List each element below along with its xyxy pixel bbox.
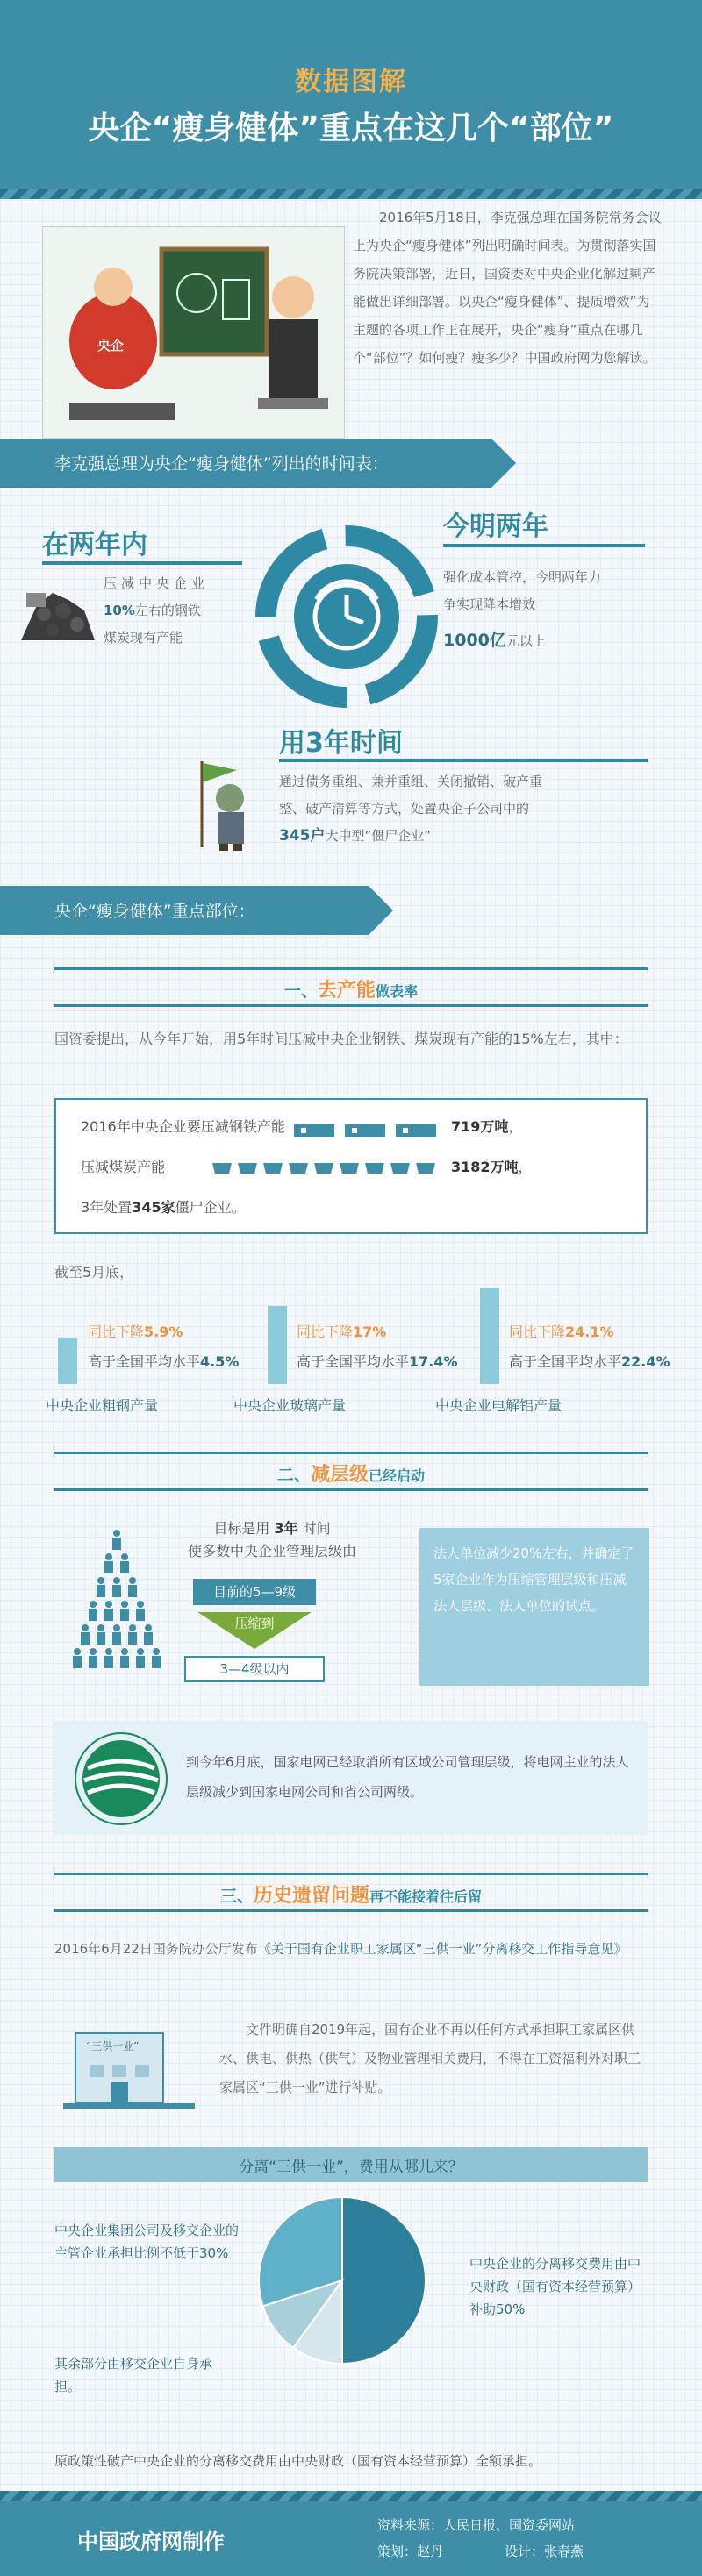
stat3-yoy [509, 1321, 614, 1341]
footer-brand: 中国政府网制作 [77, 2530, 225, 2554]
part1-paragraph: 国资委提出，从今年开始，用5年时间压减中央企业钢铁、煤炭现有产能的15%左右，其中： [54, 1031, 628, 1047]
goal-num: 3年 [274, 1520, 298, 1537]
block3-line-b: 整、破产清算等方式，处置央企子公司中的 [279, 801, 530, 817]
funding-pie [254, 2193, 430, 2368]
intro-text: 2016年5月18日，李克强总理在国务院常务会议上为央企“瘦身健体”列出明确时间表。为贯彻落实国务院决策部署，近日，国资委对中央企业化解过剩产能做出详细部署。以央企“瘦身健体”、提质增效”为主题的各项工作正在展开，央企“瘦身”重点在哪几个“部位”？如何瘦？瘦多少？中国政府网为您解读。 [353, 210, 662, 366]
person-icon [128, 1577, 137, 1597]
block1-title: 在两年内 [42, 530, 147, 560]
stat1-label: 中央企业粗钢产量 [46, 1397, 159, 1414]
person-icon [112, 1624, 121, 1645]
asof-label: 截至5月底， [54, 1264, 134, 1281]
block2-num: 1000亿 [443, 631, 506, 650]
box-line2-num: 3182万吨 [451, 1159, 519, 1175]
box-line2-value [451, 1152, 533, 1182]
footer-stripe [0, 2491, 702, 2501]
part1-prefix: 一、 [283, 981, 318, 1001]
part2-big: 减层级 [310, 1464, 369, 1486]
doc-title: 《关于国有企业职工家属区“三供一业”分离移交工作指导意见》 [257, 1941, 627, 1957]
footer-designer: 设计：张春燕 [505, 2544, 584, 2559]
part2-prefix: 二、 [276, 1466, 311, 1485]
part2-right-panel [419, 1528, 649, 1686]
block2-line-b: 争实现降本增效 [443, 596, 536, 612]
target-levels: 3—4级以内 [184, 1656, 325, 1682]
person-icon [104, 1553, 113, 1573]
part2-heading [54, 1452, 648, 1491]
box-line1-tail: ， [508, 1118, 523, 1135]
box-line2-tail: ， [518, 1159, 533, 1175]
block3-num: 345户 [279, 827, 326, 845]
person-icon [144, 1624, 153, 1645]
block2-line-a: 强化成本管控，今明两年力 [443, 569, 602, 585]
block2-text [443, 564, 654, 655]
coal-pile-icon [18, 575, 98, 644]
box-line3-tail: 僵尸企业。 [175, 1199, 246, 1216]
block2-line-c [443, 627, 654, 655]
stat2-avg-val: 17.4% [409, 1353, 458, 1370]
stat2-yoy [297, 1321, 386, 1341]
part1-box [54, 1098, 648, 1234]
stat3-avg-pre: 高于全国平均水平 [509, 1353, 622, 1370]
steel-icons [294, 1119, 443, 1133]
part3-big: 历史遗留问题 [253, 1885, 369, 1907]
current-levels: 目前的5—9级 [193, 1579, 316, 1605]
section2-banner-text: 央企“瘦身健体”重点部位： [54, 902, 255, 921]
part2-goal-line2: 使多数中央企业管理层级由 [187, 1543, 356, 1559]
stat2-yoy-pre: 同比下降 [297, 1324, 354, 1340]
section2-banner [0, 886, 702, 935]
stat1-avg-pre: 高于全国平均水平 [88, 1353, 201, 1370]
person-icon [136, 1601, 145, 1621]
part3-small: 再不能接着往后留 [369, 1888, 483, 1905]
state-grid-panel [54, 1721, 648, 1835]
state-grid-logo-icon [70, 1728, 172, 1830]
stat1-yoy-val: 5.9% [144, 1324, 183, 1340]
part1-big: 去产能 [317, 980, 376, 1002]
stat3-avg-val: 22.4% [621, 1353, 670, 1370]
section1-banner-text: 李克强总理为央企“瘦身健体”列出的时间表： [54, 454, 389, 474]
doc-pre: 2016年6月22日国务院办公厅发布 [54, 1941, 258, 1957]
person-icon [112, 1530, 121, 1550]
block1-line-c: 煤炭现有产能 [104, 630, 183, 646]
box-line3-pre: 3年处置 [81, 1199, 133, 1216]
box-line1-value [451, 1112, 522, 1142]
part3-prefix: 三、 [219, 1887, 254, 1906]
box-line1 [81, 1112, 642, 1142]
pie-label-30: 中央企业集团公司及移交企业的主管企业承担比例不低于30% [54, 2223, 240, 2261]
part2-right-text: 法人单位减少20%左右，并确定了5家企业作为压缩管理层级和压减法人层级、法人单位的试点。 [433, 1545, 634, 1614]
zombie-flag-icon [176, 756, 270, 853]
person-icon [104, 1648, 113, 1668]
block1-line-b [104, 597, 253, 624]
stat2-avg [297, 1351, 458, 1371]
footer-planner: 策划：赵丹 [377, 2544, 444, 2559]
building-label: “三供一业” [86, 2040, 140, 2052]
block1-line-a: 压减中央企业 [104, 575, 210, 591]
box-line2 [81, 1152, 642, 1182]
cartoon-scale-illustration [43, 227, 345, 439]
section1-banner [0, 439, 702, 488]
box-line3 [81, 1193, 642, 1223]
pie-slice [342, 2197, 426, 2364]
person-icon [104, 1601, 113, 1621]
stat3-label: 中央企业电解铝产量 [435, 1397, 562, 1414]
footer [0, 2501, 702, 2576]
stat1-avg-val: 4.5% [200, 1353, 240, 1370]
block3-line-c [279, 823, 656, 850]
stat1-yoy [88, 1321, 183, 1341]
box-line2-pre: 压减煤炭产能 [81, 1159, 166, 1175]
person-icon [89, 1648, 97, 1668]
person-icon [112, 1577, 121, 1597]
person-icon [73, 1648, 82, 1668]
state-grid-text: 到今年6月底，国家电网已经取消所有区域公司管理层级，将电网主业的法人层级减少到国家电网公司和省公司两级。 [186, 1754, 629, 1800]
part3-doc-text: 文件明确自2019年起，国有企业不再以任何方式承担职工家属区供水、供电、供热（供气）及物业管理相关费用，不得在工资福利外对职工家属区“三供一业”进行补贴。 [219, 2022, 641, 2095]
box-line3-num: 345家 [132, 1199, 176, 1216]
block1-rule [42, 561, 242, 565]
stat3-avg [509, 1351, 670, 1371]
part1-small: 做表率 [376, 983, 419, 1000]
part3-note: 原政策性破产中央企业的分离移交费用由中央财政（国有资本经营预算）全额承担。 [54, 2453, 542, 2469]
goal-tail: 时间 [302, 1520, 331, 1537]
part3-doc-line [54, 1934, 660, 1964]
block3-num-tail: 大中型“僵尸企业” [325, 828, 432, 844]
part2-goal [158, 1517, 386, 1563]
header-subtitle: 数据图解 [295, 67, 407, 97]
stat3-yoy-pre: 同比下降 [509, 1324, 566, 1340]
block3-title: 用3年时间 [279, 728, 403, 759]
person-icon [81, 1624, 90, 1645]
person-icon [89, 1601, 97, 1621]
box-line1-num: 719万吨 [451, 1118, 509, 1135]
block1-line-b-tail: 左右的钢铁 [134, 603, 201, 618]
block2-rule [443, 544, 645, 547]
block3-rule [279, 759, 648, 762]
page-title: 央企“瘦身健体”重点在这几个“部位” [88, 111, 614, 146]
person-icon [128, 1624, 137, 1645]
block1-text [104, 570, 253, 652]
part1-heading [54, 967, 648, 1007]
people-pyramid-icon [68, 1524, 165, 1673]
person-icon [120, 1553, 129, 1573]
aluminum-bar [480, 1288, 499, 1384]
stat3-yoy-val: 24.1% [565, 1324, 614, 1340]
stat2-label: 中央企业玻璃产量 [233, 1397, 347, 1414]
part2-small: 已经启动 [369, 1467, 426, 1484]
block3-line-a: 通过债务重组、兼并重组、关闭撤销、破产重 [279, 774, 543, 789]
block2-title: 今明两年 [443, 511, 548, 542]
stat1-yoy-pre: 同比下降 [88, 1324, 145, 1340]
clock-icon [254, 524, 439, 709]
compress-arrow-label: 压缩到 [234, 1616, 275, 1631]
person-icon [120, 1648, 129, 1668]
footer-source: 资料来源：人民日报、国资委网站 [377, 2517, 576, 2533]
block2-num-tail: 元以上 [505, 633, 546, 649]
stat1-avg [88, 1351, 239, 1371]
person-icon [136, 1648, 145, 1668]
stat2-yoy-val: 17% [353, 1324, 387, 1340]
header-stripe [0, 189, 702, 199]
stat2-avg-pre: 高于全国平均水平 [297, 1353, 410, 1370]
part2-goal-line1 [158, 1517, 386, 1540]
glass-bar [268, 1306, 287, 1385]
coal-cart-icons [212, 1158, 442, 1175]
question-text: 分离“三供一业”，费用从哪儿来？ [239, 2159, 463, 2176]
steel-bar [58, 1338, 77, 1384]
pie-label-rest: 其余部分由移交企业自身承担。 [54, 2356, 213, 2394]
building-icon [54, 2017, 204, 2114]
block3-text [279, 768, 656, 850]
block1-num: 10% [104, 603, 135, 618]
person-icon [97, 1577, 105, 1597]
intro-illustration [42, 226, 345, 439]
box-line1-pre: 2016年中央企业要压减钢铁产能 [81, 1118, 285, 1135]
goal-pre: 目标是用 [213, 1520, 270, 1537]
person-icon [120, 1601, 129, 1621]
person-icon [152, 1648, 161, 1668]
intro-image-label: 央企 [97, 338, 125, 353]
question-banner [54, 2147, 648, 2182]
pie-label-50: 中央企业的分离移交费用由中央财政（国有资本经营预算）补助50% [469, 2256, 641, 2317]
funding-pie-svg [254, 2193, 430, 2368]
person-icon [97, 1624, 105, 1645]
part3-heading [54, 1873, 648, 1912]
